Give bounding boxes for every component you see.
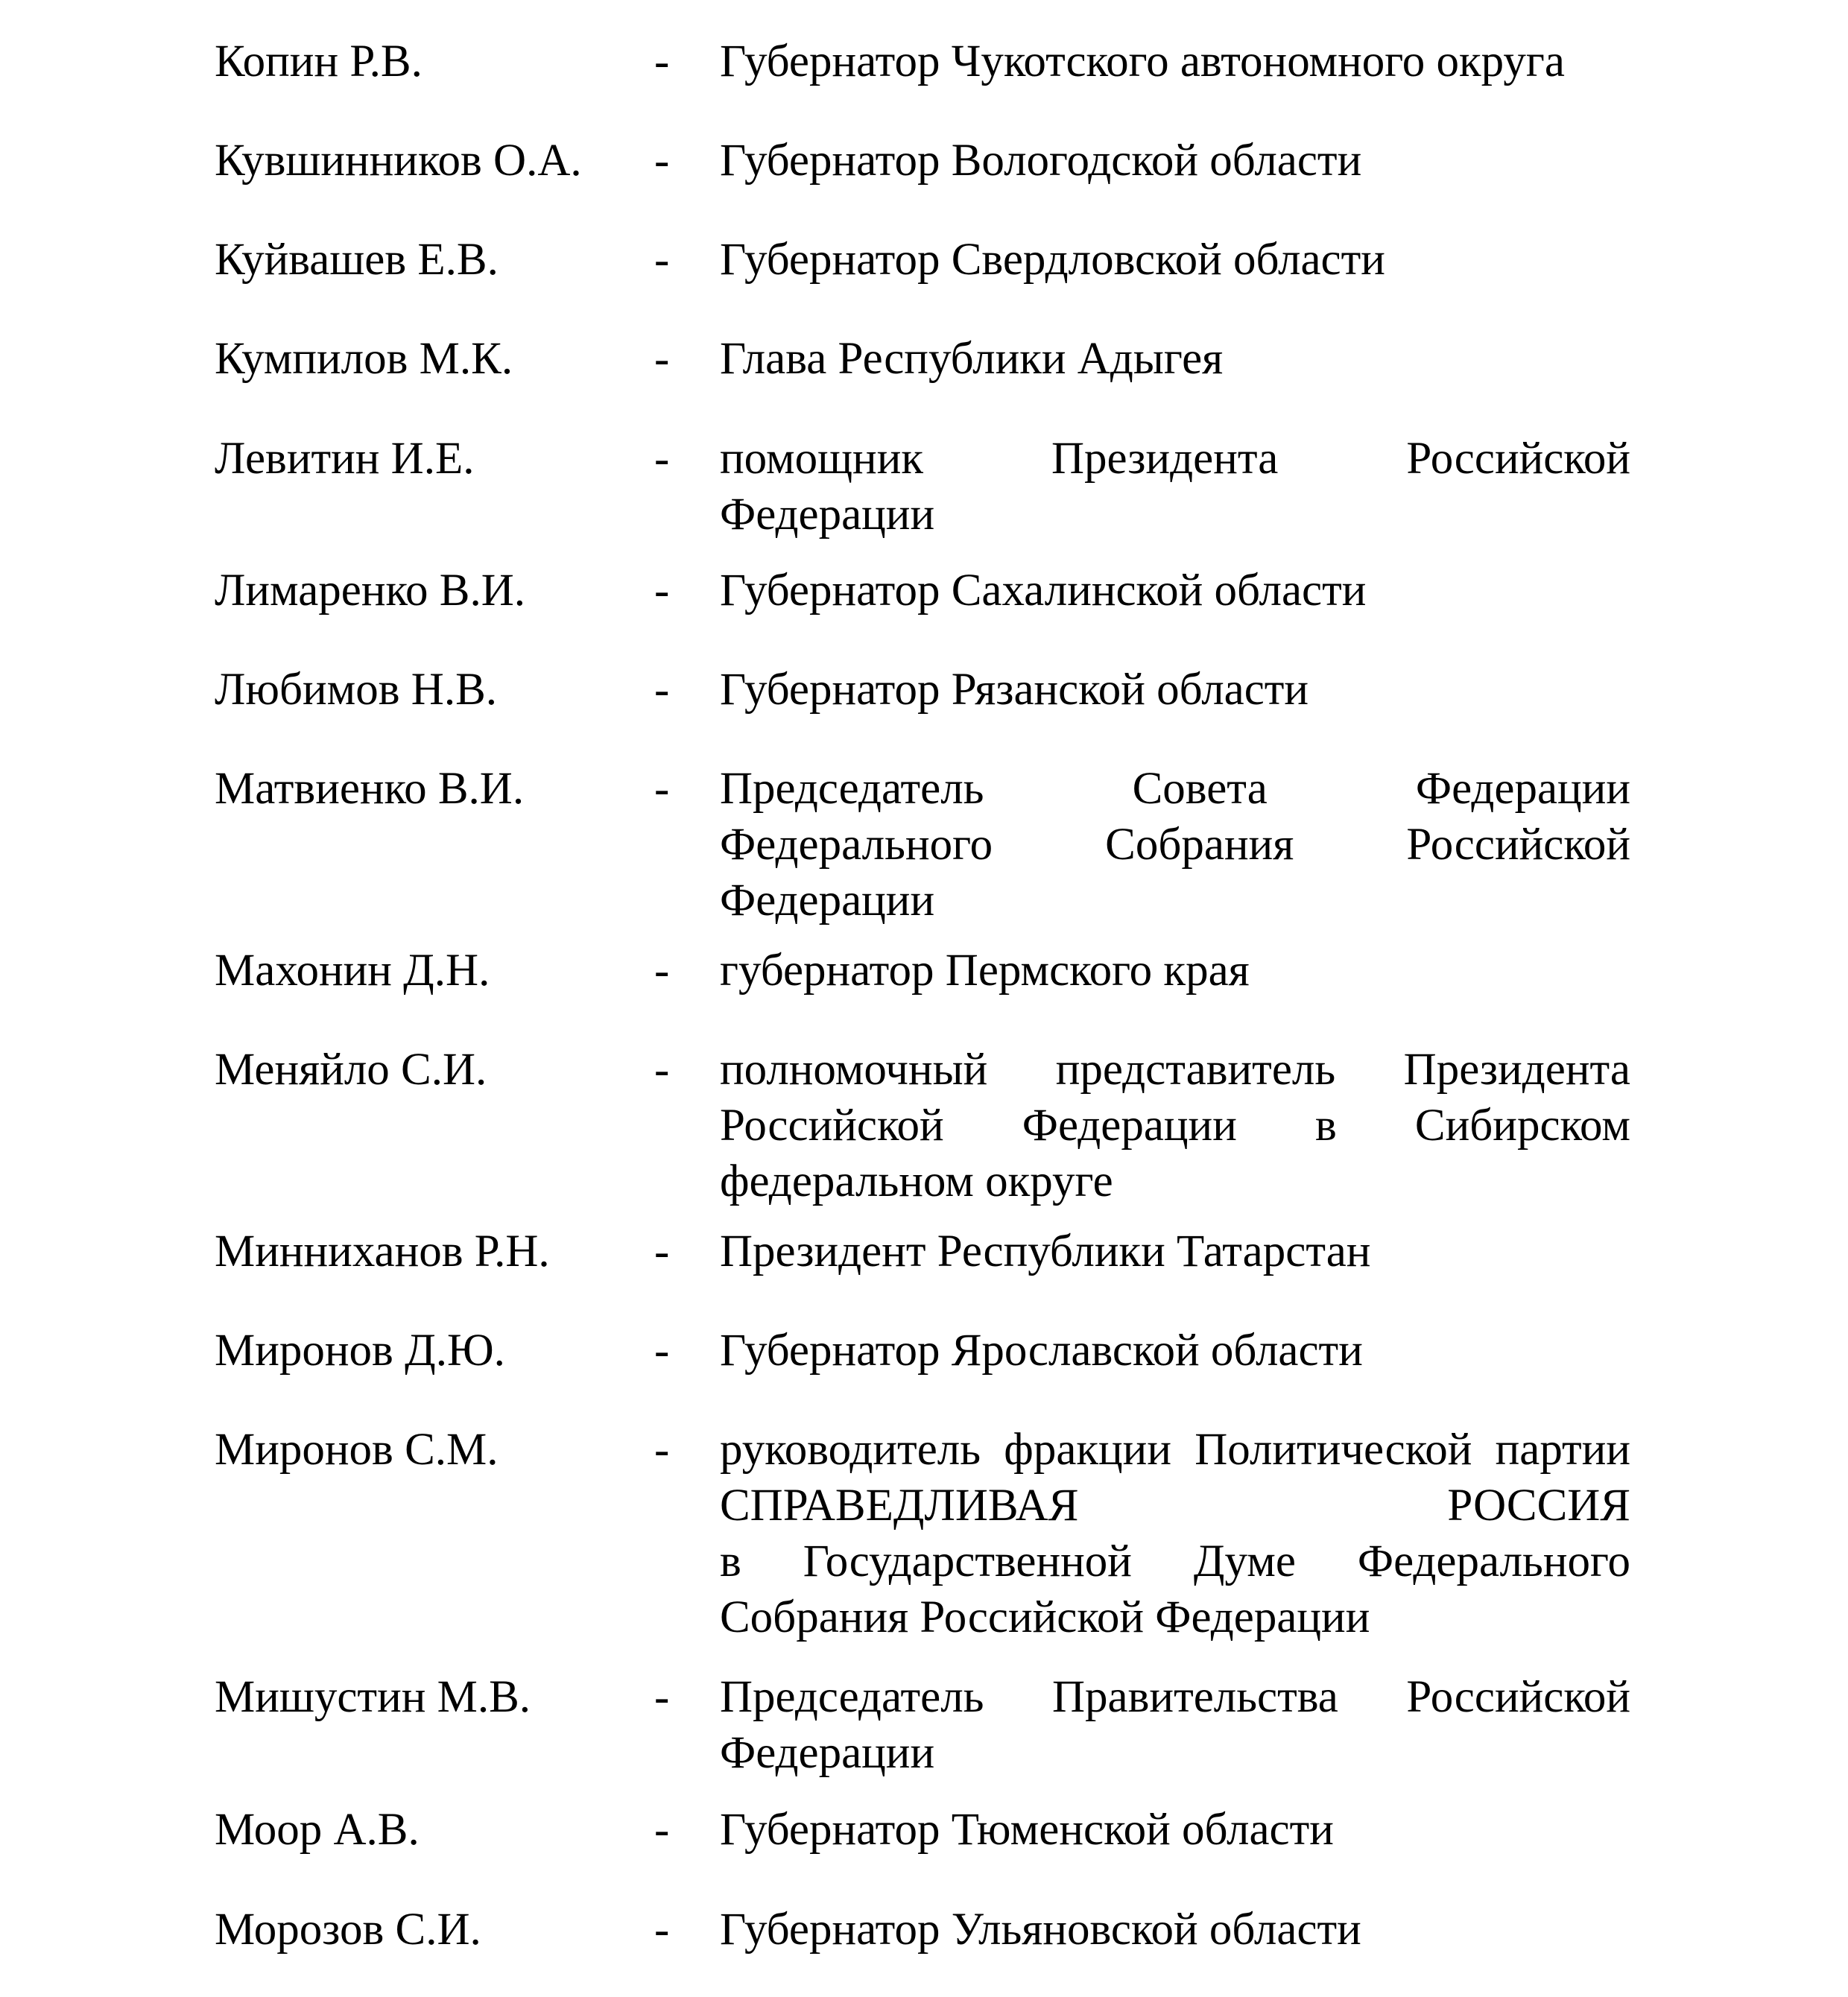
position-description — [720, 1042, 1630, 1209]
description-line: помощник Президента Российской — [720, 434, 1630, 484]
description-line: руководитель фракции Политической партии — [720, 1425, 1630, 1475]
person-name: Морозов С.И. — [215, 1905, 481, 1955]
person-name: Куйвашев Е.В. — [215, 235, 499, 285]
description-line: Губернатор Свердловской области — [720, 235, 1385, 285]
description-line: Губернатор Ярославской области — [720, 1326, 1363, 1376]
dash-separator: - — [654, 334, 670, 384]
dash-separator: - — [654, 1227, 670, 1276]
description-line: Президент Республики Татарстан — [720, 1227, 1371, 1276]
description-line: федеральном округе — [720, 1156, 1113, 1206]
dash-separator: - — [654, 434, 670, 484]
dash-separator: - — [654, 1425, 670, 1475]
position-description — [720, 232, 1630, 288]
person-name: Махонин Д.Н. — [215, 946, 490, 996]
position-description — [720, 1669, 1630, 1781]
position-description — [720, 563, 1630, 618]
position-description — [720, 331, 1630, 387]
description-line: Федерации — [720, 490, 935, 539]
description-line: в Государственной Думе Федерального — [720, 1536, 1630, 1586]
position-description — [720, 662, 1630, 718]
description-line: Председатель Совета Федерации — [720, 764, 1630, 814]
dash-separator: - — [654, 1326, 670, 1376]
dash-separator: - — [654, 1805, 670, 1855]
position-description — [720, 1422, 1630, 1645]
position-description — [720, 943, 1630, 999]
description-line: Губернатор Ульяновской области — [720, 1905, 1361, 1955]
person-name: Моор А.В. — [215, 1805, 420, 1855]
position-description — [720, 1902, 1630, 1958]
person-name: Кувшинников О.А. — [215, 136, 582, 186]
description-line: Губернатор Рязанской области — [720, 665, 1309, 715]
position-description — [720, 133, 1630, 189]
person-name: Минниханов Р.Н. — [215, 1227, 550, 1276]
person-name: Миронов С.М. — [215, 1425, 499, 1475]
description-line: полномочный представитель Президента — [720, 1045, 1630, 1095]
description-line: Председатель Правительства Российской — [720, 1672, 1630, 1722]
description-line: Губернатор Тюменской области — [720, 1805, 1334, 1855]
description-line: Глава Республики Адыгея — [720, 334, 1224, 384]
position-description — [720, 1224, 1630, 1279]
description-line: Федерации — [720, 876, 935, 925]
dash-separator: - — [654, 764, 670, 814]
person-name: Левитин И.Е. — [215, 434, 475, 484]
person-name: Меняйло С.И. — [215, 1045, 487, 1095]
description-line: Федерации — [720, 1728, 935, 1778]
dash-separator: - — [654, 566, 670, 615]
person-name: Кумпилов М.К. — [215, 334, 513, 384]
person-name: Лимаренко В.И. — [215, 566, 526, 615]
position-description — [720, 431, 1630, 542]
dash-separator: - — [654, 1905, 670, 1955]
dash-separator: - — [654, 665, 670, 715]
dash-separator: - — [654, 1045, 670, 1095]
position-description — [720, 1802, 1630, 1858]
description-line: СПРАВЕДЛИВАЯ РОССИЯ — [720, 1481, 1630, 1531]
description-line: Губернатор Чукотского автономного округа — [720, 37, 1565, 86]
dash-separator: - — [654, 235, 670, 285]
description-line: Губернатор Сахалинской области — [720, 566, 1367, 615]
position-description — [720, 1323, 1630, 1379]
person-name: Копин Р.В. — [215, 37, 423, 86]
description-line: Губернатор Вологодской области — [720, 136, 1362, 186]
description-line: губернатор Пермского края — [720, 946, 1250, 996]
person-name: Любимов Н.В. — [215, 665, 498, 715]
dash-separator: - — [654, 37, 670, 86]
dash-separator: - — [654, 136, 670, 186]
position-description — [720, 761, 1630, 928]
description-line: Федерального Собрания Российской — [720, 820, 1630, 870]
dash-separator: - — [654, 946, 670, 996]
person-name: Мишустин М.В. — [215, 1672, 531, 1722]
person-name: Матвиенко В.И. — [215, 764, 525, 814]
position-description — [720, 34, 1630, 89]
person-name: Миронов Д.Ю. — [215, 1326, 505, 1376]
description-line: Собрания Российской Федерации — [720, 1592, 1370, 1642]
dash-separator: - — [654, 1672, 670, 1722]
description-line: Российской Федерации в Сибирском — [720, 1101, 1630, 1151]
